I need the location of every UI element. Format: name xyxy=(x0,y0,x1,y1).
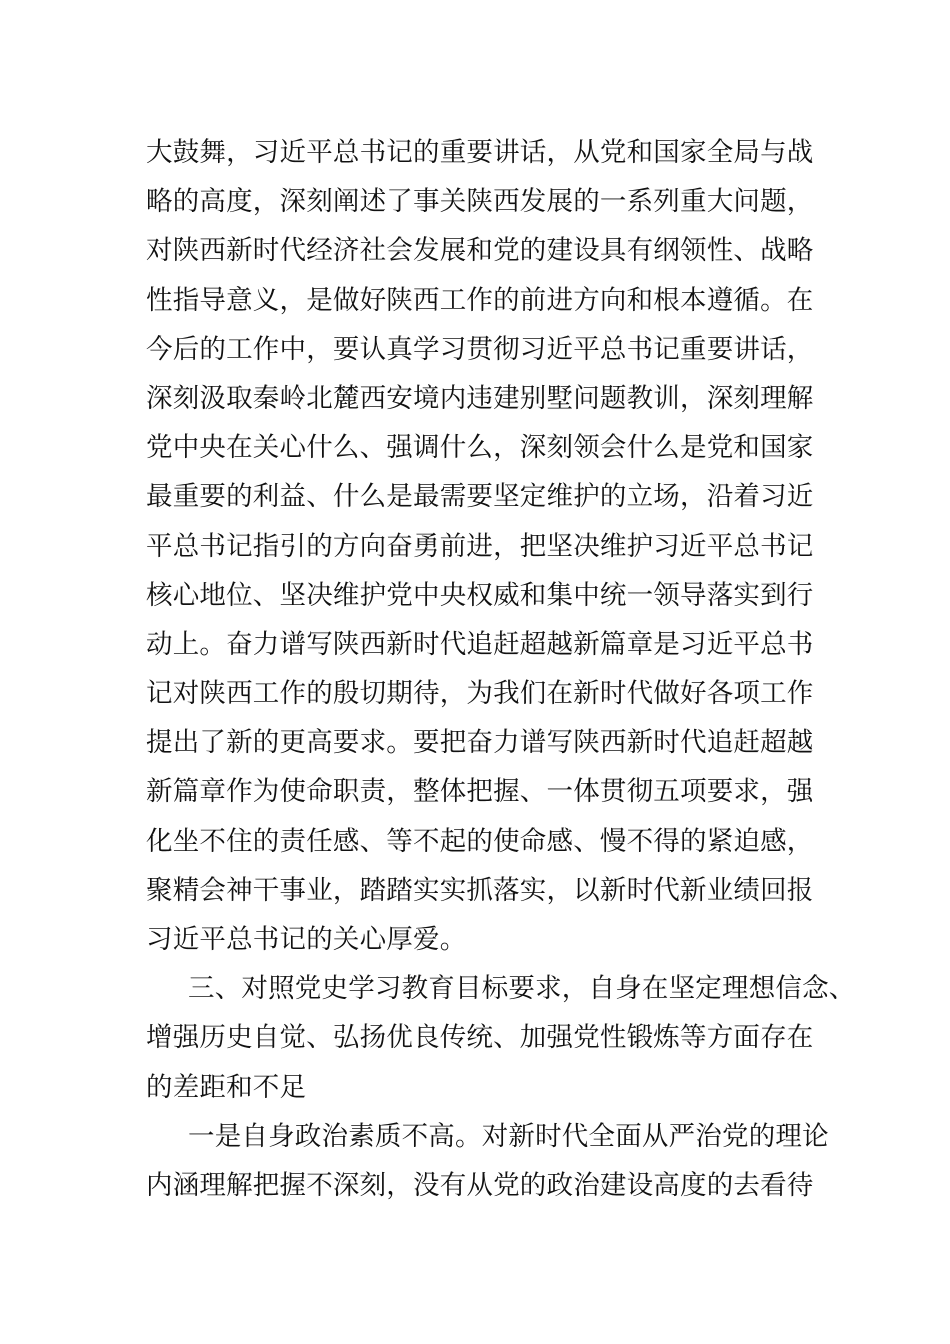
paragraph-line: 聚精会神干事业，踏踏实实抓落实，以新时代新业绩回报 xyxy=(146,874,814,906)
paragraph-line: 对陕西新时代经济社会发展和党的建设具有纲领性、战略 xyxy=(146,235,814,267)
paragraph-line: 化坐不住的责任感、等不起的使命感、慢不得的紧迫感， xyxy=(146,825,814,857)
section-heading-line: 的差距和不足 xyxy=(146,1071,307,1103)
paragraph-line: 今后的工作中，要认真学习贯彻习近平总书记重要讲话， xyxy=(146,333,814,365)
paragraph-line: 新篇章作为使命职责，整体把握、一体贯彻五项要求，强 xyxy=(146,776,814,808)
document-body xyxy=(146,128,856,1210)
paragraph-line: 略的高度，深刻阐述了事关陕西发展的一系列重大问题， xyxy=(146,186,814,218)
paragraph-line: 平总书记指引的方向奋勇前进，把坚决维护习近平总书记 xyxy=(146,530,814,562)
paragraph-line: 记对陕西工作的殷切期待，为我们在新时代做好各项工作 xyxy=(146,678,814,710)
paragraph-line: 习近平总书记的关心厚爱。 xyxy=(146,924,467,955)
paragraph-line: 一是自身政治素质不高。对新时代全面从严治党的理论 xyxy=(188,1120,829,1152)
paragraph-line: 内涵理解把握不深刻，没有从党的政治建设高度的去看待 xyxy=(146,1169,814,1201)
paragraph-line: 核心地位、坚决维护党中央权威和集中统一领导落实到行 xyxy=(146,579,814,611)
paragraph-line: 最重要的利益、什么是最需要坚定维护的立场，沿着习近 xyxy=(146,481,814,513)
paragraph-line: 党中央在关心什么、强调什么，深刻领会什么是党和国家 xyxy=(146,432,814,464)
section-heading-line: 三、对照党史学习教育目标要求，自身在坚定理想信念、 xyxy=(188,973,856,1005)
paragraph-line: 大鼓舞，习近平总书记的重要讲话，从党和国家全局与战 xyxy=(146,137,814,168)
paragraph-line: 动上。奋力谱写陕西新时代追赶超越新篇章是习近平总书 xyxy=(146,628,814,660)
paragraph-line: 提出了新的更高要求。要把奋力谱写陕西新时代追赶超越 xyxy=(146,727,814,759)
paragraph-line: 性指导意义，是做好陕西工作的前进方向和根本遵循。在 xyxy=(146,284,814,316)
paragraph-line: 深刻汲取秦岭北麓西安境内违建别墅问题教训，深刻理解 xyxy=(146,382,814,414)
section-heading-line: 增强历史自觉、弘扬优良传统、加强党性锻炼等方面存在 xyxy=(146,1022,814,1054)
